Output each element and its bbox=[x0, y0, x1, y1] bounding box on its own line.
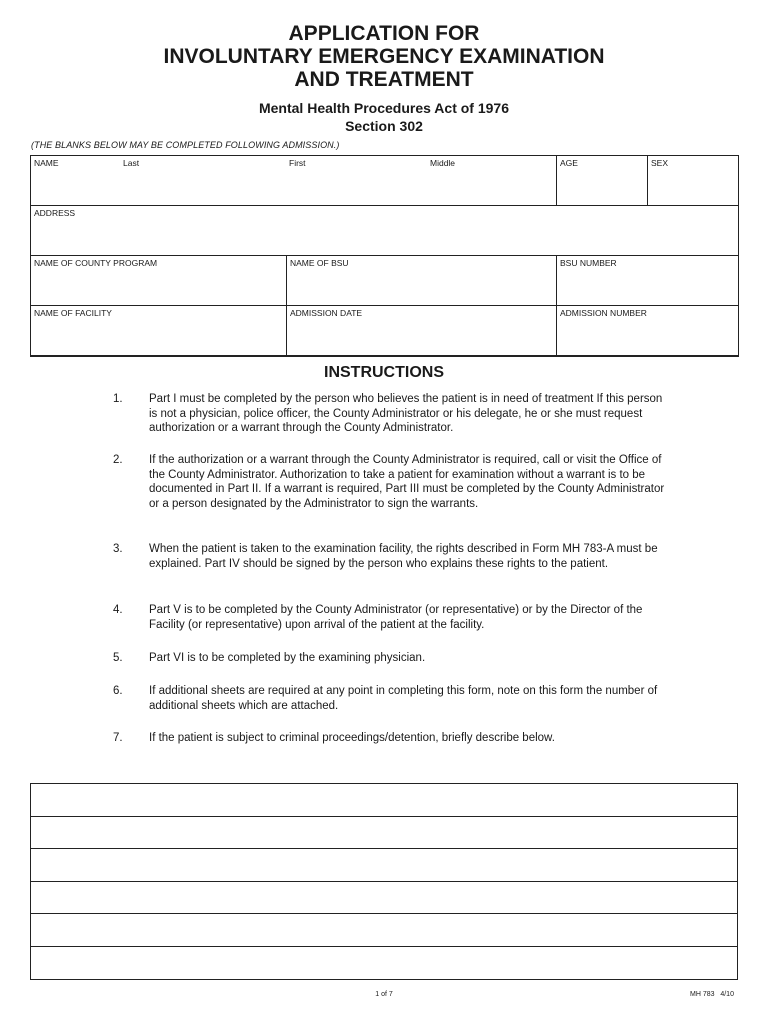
facility-label: NAME OF FACILITY bbox=[34, 308, 112, 318]
instruction-text: If the patient is subject to criminal proceedings/detention, briefly describe below. bbox=[149, 732, 555, 744]
writing-line[interactable] bbox=[31, 816, 738, 849]
address-label: ADDRESS bbox=[34, 208, 76, 218]
writing-line[interactable] bbox=[31, 881, 738, 914]
admission-date-label: ADMISSION DATE bbox=[290, 308, 363, 318]
bsu-number-label: BSU NUMBER bbox=[560, 258, 617, 268]
admission-number-field[interactable] bbox=[557, 306, 739, 357]
instruction-number: 1. bbox=[113, 393, 123, 405]
middle-name-label: Middle bbox=[430, 158, 456, 168]
instructions-heading: INSTRUCTIONS bbox=[324, 364, 444, 381]
admission-date-field[interactable] bbox=[287, 306, 557, 357]
instruction-number: 7. bbox=[113, 732, 123, 744]
blanks-note: (THE BLANKS BELOW MAY BE COMPLETED FOLLOWING ADMISSION.) bbox=[31, 140, 340, 150]
section-subtitle: Section 302 bbox=[345, 118, 423, 134]
instruction-number: 6. bbox=[113, 685, 123, 697]
sex-label: SEX bbox=[651, 158, 669, 168]
writing-line[interactable] bbox=[31, 946, 738, 979]
page-number: 1 of 7 bbox=[375, 991, 393, 998]
instruction-text: Part I must be completed by the person who believes the patient is in need of treatment If this person is not a physician, police officer, the County Administrator or his delegate, he or she must request authorization or a warrant through the County Administrator. bbox=[149, 393, 663, 435]
patient-info-table bbox=[30, 155, 739, 357]
instruction-text: If additional sheets are required at any point in completing this form, note on this form the number of additional sheets which are attached. bbox=[149, 685, 658, 712]
bsu-number-field[interactable] bbox=[557, 256, 739, 306]
last-name-label: Last bbox=[123, 158, 140, 168]
instruction-number: 3. bbox=[113, 543, 123, 555]
sex-field[interactable] bbox=[648, 156, 739, 206]
instruction-text: Part V is to be completed by the County Administrator (or representative) or by the Director of the Facility (or representative) upon arrival of the patient at the facility. bbox=[149, 604, 643, 631]
instruction-text: When the patient is taken to the examination facility, the rights described in Form MH 783-A must be explained. Part IV should be signed by the person who explains these rights to the patient. bbox=[149, 543, 658, 570]
admission-number-label: ADMISSION NUMBER bbox=[560, 308, 647, 318]
instruction-text: Part VI is to be completed by the examining physician. bbox=[149, 652, 426, 664]
form-title-line-1: APPLICATION FOR bbox=[288, 22, 480, 45]
name-label: NAME bbox=[34, 158, 59, 168]
instruction-number: 4. bbox=[113, 604, 123, 616]
instruction-text: If the authorization or a warrant through the County Administrator is required, call or visit the Office of the County Administrator. Authorization to take a patient for examination without a warrant is to be documented in Part II. If a warrant is required, Part III must be completed by the County Administrator or a person designated by the Administrator to sign the warrants. bbox=[149, 454, 665, 510]
act-subtitle: Mental Health Procedures Act of 1976 bbox=[258, 100, 509, 116]
form-id: MH 783 4/10 bbox=[690, 991, 734, 998]
age-field[interactable] bbox=[557, 156, 648, 206]
criminal-proceedings-lines bbox=[30, 783, 738, 980]
instruction-number: 5. bbox=[113, 652, 123, 664]
instruction-number: 2. bbox=[113, 454, 123, 466]
writing-line[interactable] bbox=[31, 849, 738, 882]
first-name-label: First bbox=[289, 158, 306, 168]
writing-line[interactable] bbox=[31, 784, 738, 817]
bsu-name-field[interactable] bbox=[287, 256, 557, 306]
county-program-label: NAME OF COUNTY PROGRAM bbox=[34, 258, 158, 268]
bsu-name-label: NAME OF BSU bbox=[290, 258, 349, 268]
writing-line[interactable] bbox=[31, 914, 738, 947]
form-title-line-3: AND TREATMENT bbox=[294, 68, 474, 91]
name-field[interactable] bbox=[31, 156, 557, 206]
county-program-field[interactable] bbox=[31, 256, 287, 306]
age-label: AGE bbox=[560, 158, 578, 168]
facility-field[interactable] bbox=[31, 306, 287, 357]
address-field[interactable] bbox=[31, 206, 739, 256]
form-title-line-2: INVOLUNTARY EMERGENCY EXAMINATION bbox=[163, 45, 605, 68]
